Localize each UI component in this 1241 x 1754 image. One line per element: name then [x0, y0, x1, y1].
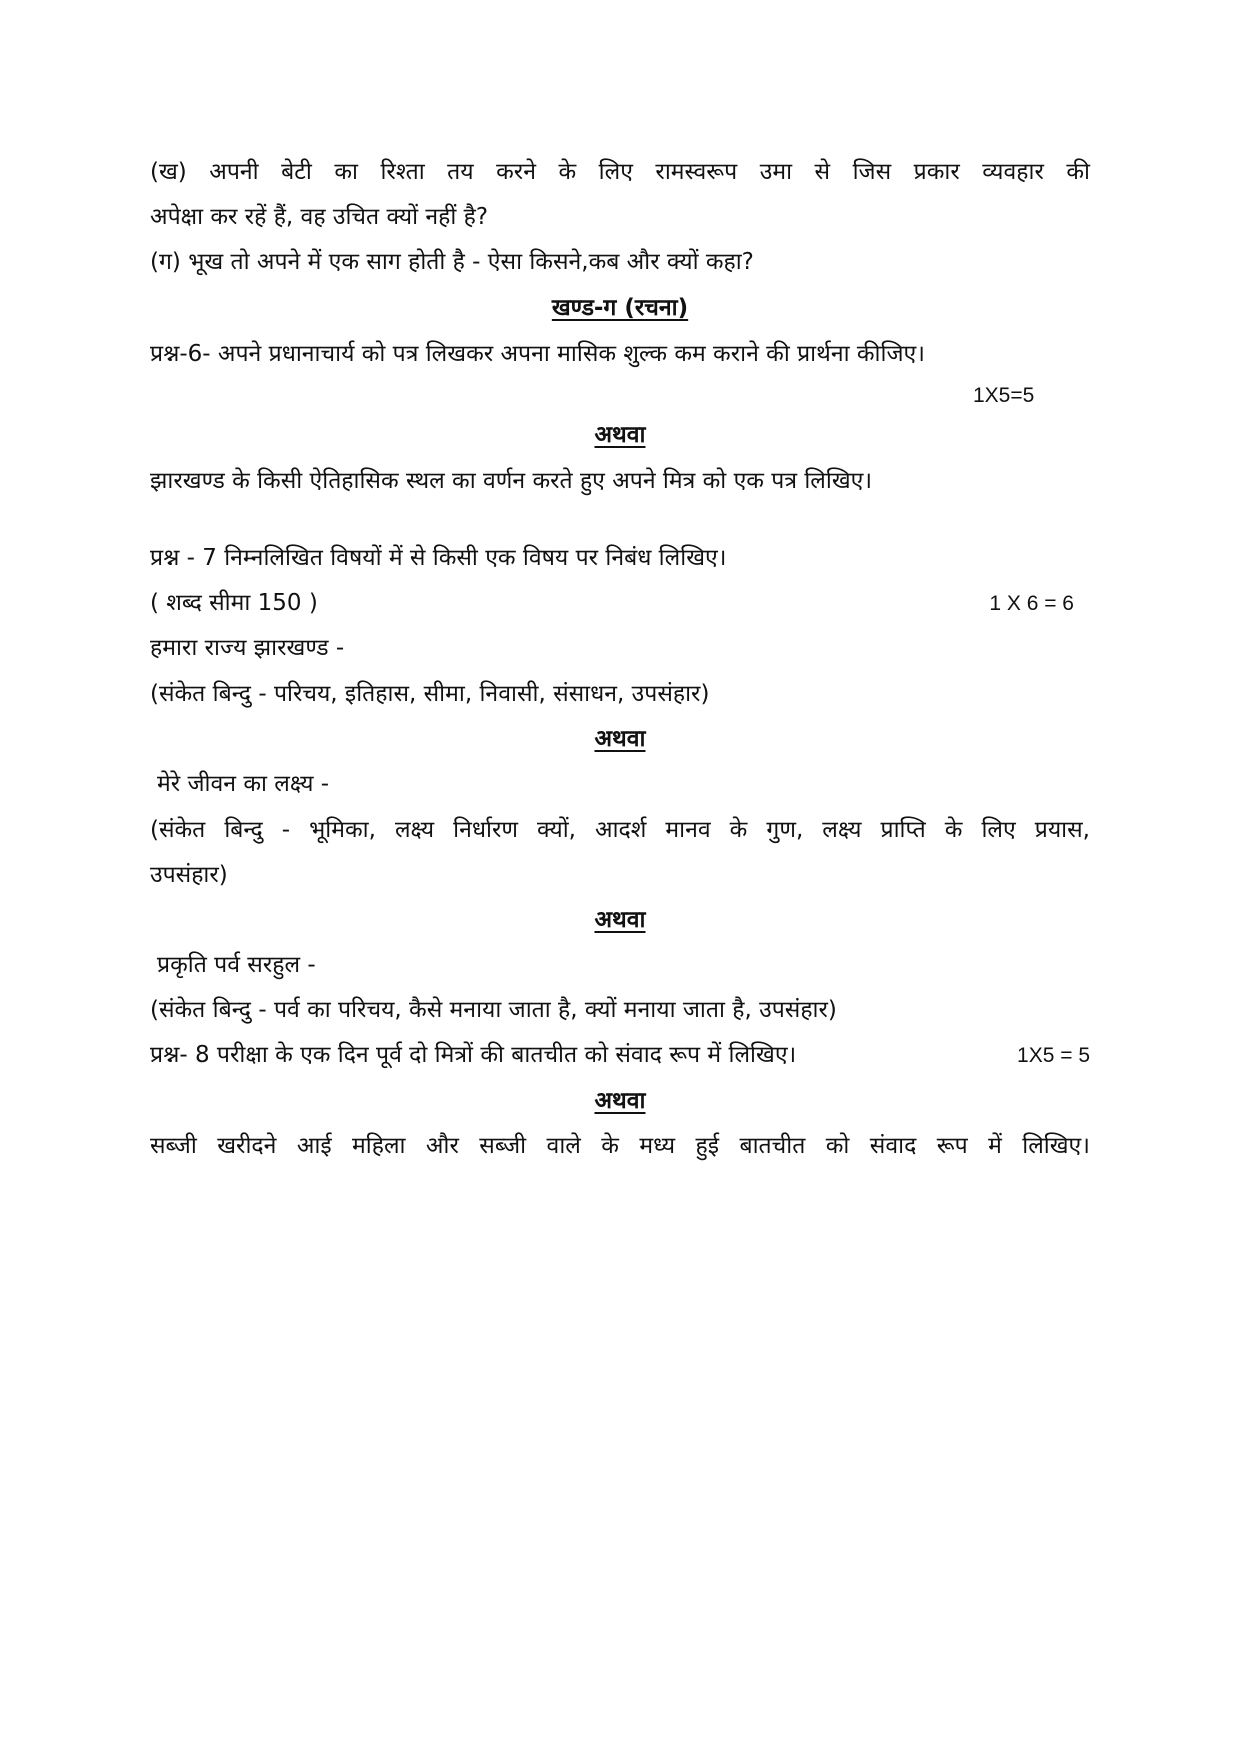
essay-or-heading-1: अथवा: [594, 726, 646, 752]
essay-topic-3: प्रकृति पर्व सरहुल -: [157, 952, 316, 978]
essay-topic-2-hints-line-1: (संकेत बिन्दु - भूमिका, लक्ष्य निर्धारण क्यों, आदर्श मानव के गुण, लक्ष्य प्राप्ति के लिए प्रयास,: [150, 817, 1090, 843]
essay-topic-2-hints-line-2: उपसंहार): [150, 862, 228, 888]
question-7: प्रश्न - 7 निम्नलिखित विषयों में से किसी एक विषय पर निबंध लिखिए।: [150, 545, 727, 571]
essay-topic-1: हमारा राज्य झारखण्ड -: [150, 635, 345, 661]
essay-topic-3-hints: (संकेत बिन्दु - पर्व का परिचय, कैसे मनाया जाता है, क्यों मनाया जाता है, उपसंहार): [150, 997, 837, 1023]
question-7-marks: 1 X 6 = 6: [989, 592, 1074, 615]
question-kha-line-1: (ख) अपनी बेटी का रिश्ता तय करने के लिए रामस्वरूप उमा से जिस प्रकार व्यवहार की: [150, 159, 1090, 185]
question-ga: (ग) भूख तो अपने में एक साग होती है - ऐसा किसने,कब और क्यों कहा?: [150, 249, 754, 275]
question-6-or-heading: अथवा: [594, 422, 646, 448]
question-8-row: [150, 1038, 1090, 1073]
question-7-limit-row: [150, 586, 1090, 621]
question-8-marks: 1X5 = 5: [1017, 1044, 1090, 1067]
section-c-heading: खण्ड-ग (रचना): [551, 295, 689, 321]
question-6: प्रश्न-6- अपने प्रधानाचार्य को पत्र लिखकर अपना मासिक शुल्क कम कराने की प्रार्थना कीजिए।: [150, 341, 925, 367]
question-6-alternative: झारखण्ड के किसी ऐतिहासिक स्थल का वर्णन करते हुए अपने मित्र को एक पत्र लिखिए।: [150, 468, 873, 494]
question-8: प्रश्न- 8 परीक्षा के एक दिन पूर्व दो मित्रों की बातचीत को संवाद रूप में लिखिए।: [150, 1042, 797, 1068]
question-6-marks: 1X5=5: [973, 384, 1035, 407]
question-8-or-heading: अथवा: [594, 1088, 646, 1114]
essay-or-heading-2: अथवा: [594, 907, 646, 933]
question-kha-line-2: अपेक्षा कर रहें हैं, वह उचित क्यों नहीं है?: [150, 204, 489, 230]
essay-topic-1-hints: (संकेत बिन्दु - परिचय, इतिहास, सीमा, निवासी, संसाधन, उपसंहार): [150, 681, 710, 707]
question-7-word-limit: ( शब्द सीमा 150 ): [150, 590, 318, 616]
question-8-alternative: सब्जी खरीदने आई महिला और सब्जी वाले के मध्य हुई बातचीत को संवाद रूप में लिखिए।: [150, 1133, 1090, 1159]
essay-topic-2: मेरे जीवन का लक्ष्य -: [157, 771, 330, 797]
